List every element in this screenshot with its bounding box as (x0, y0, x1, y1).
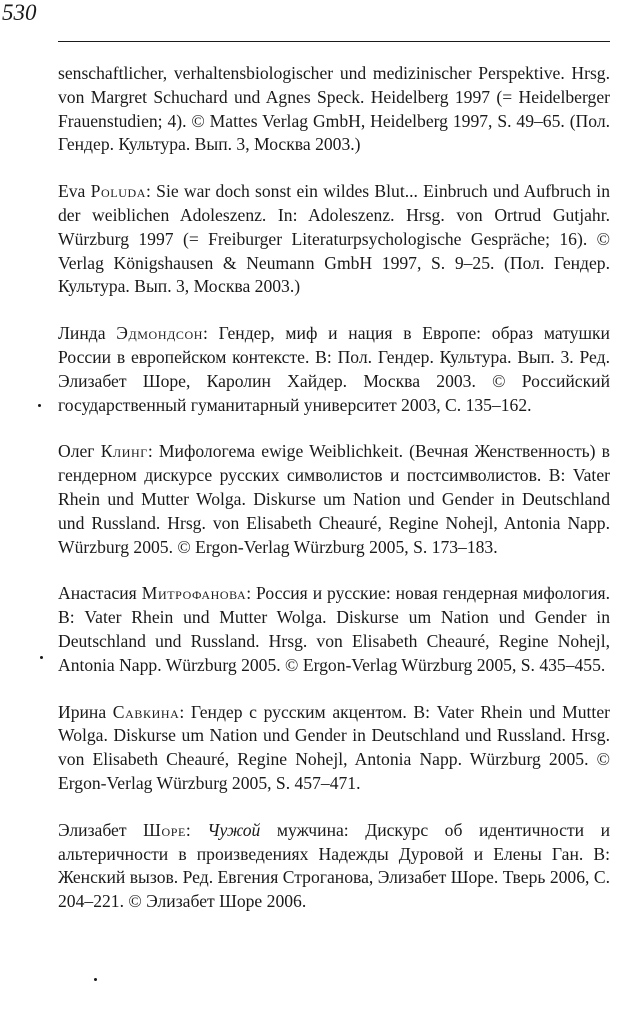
scan-speck (40, 656, 43, 659)
author-first-name: Ирина (58, 701, 113, 722)
author-surname: Клинг (100, 441, 148, 462)
author-first-name: Олег (58, 441, 101, 462)
bibliography-entry (58, 62, 610, 157)
scan-speck (94, 978, 97, 981)
page-number: 530 (2, 0, 37, 25)
author-first-name: Элизабет (58, 819, 144, 840)
bibliography-list (58, 62, 610, 914)
entry-text: : Гендер с русским акцентом. В: Vater Rhein und Mutter Wolga. Diskurse um Nation und Gender in Deutschland und Russland. Hrsg. von Elisabeth Cheauré, Regine Nohejl, Antonia Napp. Würzburg 2005. © Ergon-Verlag Würzburg 2005, S. 457–471. (58, 701, 610, 793)
italic-title-word: Чужой (207, 819, 261, 840)
entry-text: : Россия и русские: новая гендерная мифология. В: Vater Rhein und Mutter Wolga. Diskurse um Nation und Gender in Deutschland und Russland. Hrsg. von Elisabeth Cheauré, Regine Nohejl, Antonia Napp. Würzburg 2005. © Ergon-Verlag Würzburg 2005, S. 435–455. (58, 583, 611, 675)
author-first-name: Линда (58, 323, 117, 344)
author-first-name: Eva (58, 181, 91, 202)
scan-speck (38, 404, 41, 407)
entry-text: : Sie war doch sonst ein wildes Blut... Einbruch und Aufbruch in der weiblichen Adoleszenz. In: Adoleszenz. Hrsg. von Ortrud Gutjahr. Würzburg 1997 (= Freiburger Literaturpsychologische Gespräche; 16). © Verlag Königshausen & Neumann GmbH 1997, S. 9–25. (Пол. Гендер. Культура. Вып. 3, Москва 2003.) (58, 181, 610, 297)
author-first-name: Анастасия (58, 583, 142, 604)
author-surname: Митрофанова (141, 583, 247, 604)
bibliography-entry (58, 819, 610, 914)
author-surname: Poluda (90, 181, 147, 202)
bibliography-entry (58, 440, 610, 559)
entry-text: senschaftlicher, verhaltensbiologischer und medizinischer Perspektive. Hrsg. von Margret Schuchard und Agnes Speck. Heidelberg 1997 (= Heidelberger Frauenstudien; 4). © Mattes Verlag GmbH, Heidelberg 1997, S. 49–65. (Пол. Гендер. Культура. Вып. 3, Москва 2003.) (58, 63, 610, 155)
bibliography-entry (58, 322, 610, 417)
entry-text: : (185, 819, 208, 840)
entry-text: : Мифологема ewige Weiblichkeit. (Вечная Женственность) в гендерном дискурсе русских символистов и постсимволистов. В: Vater Rhein und Mutter Wolga. Diskurse um Nation und Gender in Deutschland und Russland. Hrsg. von Elisabeth Cheauré, Regine Nohejl, Antonia Napp. Würzburg 2005. © Ergon-Verlag Würzburg 2005, S. 173–183. (58, 441, 610, 557)
author-surname: Савкина (112, 701, 180, 722)
bibliography-entry (58, 180, 610, 299)
bibliography-entry (58, 582, 610, 677)
entry-text: мужчина: Дискурс об идентичности и альтеричности в произведениях Надежды Дуровой и Елены Ган. В: Женский вызов. Ред. Евгения Строганова, Элизабет Шоре. Тверь 2006, С. 204–221. © Элизабет Шоре 2006. (58, 819, 611, 912)
author-surname: Шоре (143, 819, 186, 840)
entry-text: : Гендер, миф и нация в Европе: образ матушки России в европейском контексте. В: Пол. Гендер. Культура. Вып. 3. Ред. Элизабет Шоре, Каролин Хайдер. Москва 2003. © Российский государственный гуманитарный университет 2003, С. 135–162. (58, 323, 610, 415)
header-rule (58, 41, 610, 42)
bibliography-entry (58, 701, 610, 796)
author-surname: Эдмондсон (116, 323, 204, 344)
